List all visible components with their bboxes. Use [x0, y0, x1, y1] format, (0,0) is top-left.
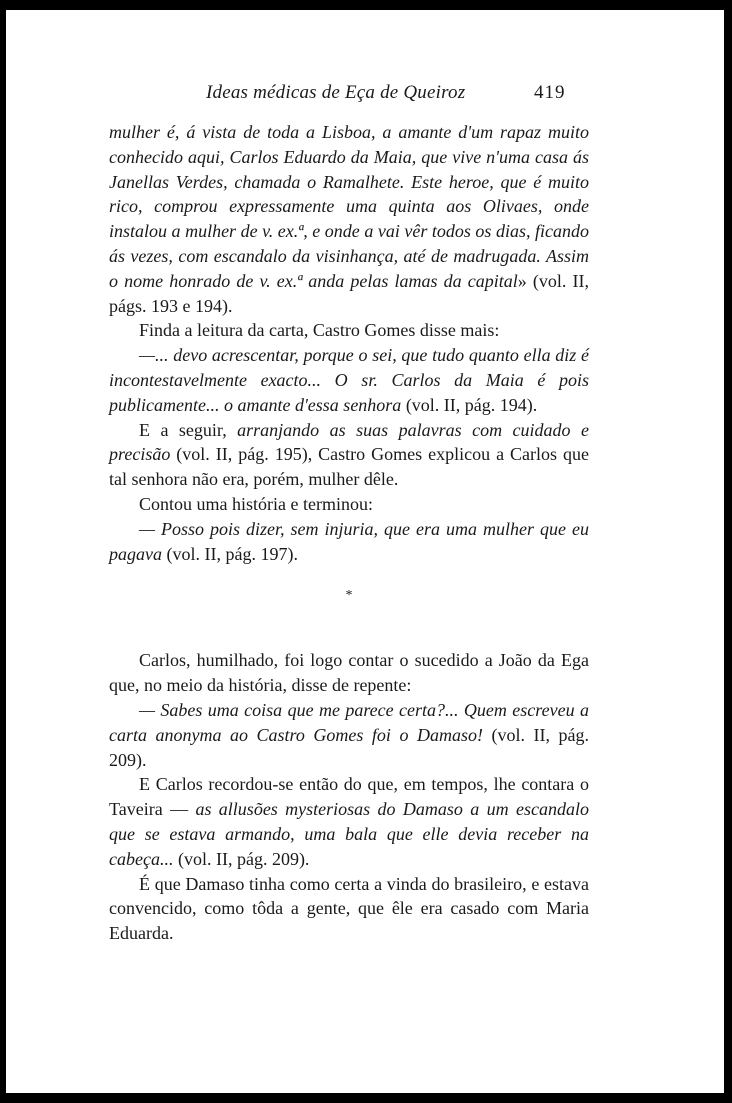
text-run: (vol. II, pág. 197). [162, 543, 298, 564]
paragraph [109, 492, 589, 517]
text-run: — Posso pois dizer, sem injuria, que era uma mulher que eu pagava [109, 518, 589, 564]
text-run: arranjando as suas palavras com cuidado e precisão [109, 419, 589, 465]
section-separator: * [345, 588, 353, 604]
text-run: Contou uma história e terminou: [139, 493, 373, 514]
book-page [6, 10, 724, 1093]
text-run: —... devo acrescentar, porque o sei, que tudo quanto ella diz é incontestavelmente exacto... O sr. Carlos da Maia é pois publicamente... o amante d'essa senhora [109, 345, 589, 415]
text-run: » (vol. II, págs. 193 e 194). [109, 270, 590, 316]
running-title: Ideas médicas de Eça de Queiroz [206, 82, 466, 103]
paragraph [109, 418, 589, 492]
text-run: as allusões mysteriosas do Damaso a um escandalo que se estava armando, uma bala que elle devia receber na cabeça... [109, 799, 589, 869]
text-run: (vol. II, pág. 209). [109, 724, 589, 770]
text-run: Finda a leitura da carta, Castro Gomes disse mais: [139, 320, 500, 341]
page-header [6, 82, 724, 112]
paragraph [109, 120, 589, 318]
text-run: É que Damaso tinha como certa a vinda do brasileiro, e estava convencido, como tôda a gente, que êle era casado com Maria Eduarda. [109, 873, 589, 944]
paragraph [109, 648, 589, 698]
text-run: Carlos, humilhado, foi logo contar o sucedido a João da Ega que, no meio da história, disse de repente: [109, 650, 589, 696]
text-run: E Carlos recordou-se então do que, em tempos, lhe contara o Taveira — [109, 774, 589, 820]
paragraph [109, 698, 589, 772]
paragraph [109, 772, 589, 871]
paragraph [109, 318, 589, 343]
paragraph [109, 343, 589, 417]
text-run: (vol. II, pág. 209). [173, 848, 310, 869]
page-number: 419 [534, 82, 566, 103]
text-run: — Sabes uma coisa que me parece certa?... Quem escreveu a carta anonyma ao Castro Gomes foi o Damaso! [109, 699, 589, 745]
text-run: mulher é, á vista de toda a Lisboa, a amante d'um rapaz muito conhecido aqui, Carlos Eduardo da Maia, que vive n'uma casa ás Janellas Verdes, chamada o Ramalhete. Este heroe, que é muito rico, comprou expressamente uma quinta aos Olivaes, onde instalou a mulher de v. ex.ª, e onde a vai vêr todos os dias, ficando ás vezes, com escandalo da visinhança, até de madrugada. Assim o nome honrado de v. ex.ª anda pelas lamas da capital [109, 122, 589, 291]
paragraph [109, 517, 589, 567]
paragraph [109, 872, 589, 946]
page-body [109, 120, 589, 946]
text-run: (vol. II, pág. 195), Castro Gomes explicou a Carlos que tal senhora não era, porém, mulher dêle. [109, 444, 589, 490]
text-run: (vol. II, pág. 194). [401, 394, 538, 415]
text-run: E a seguir, [139, 419, 238, 440]
